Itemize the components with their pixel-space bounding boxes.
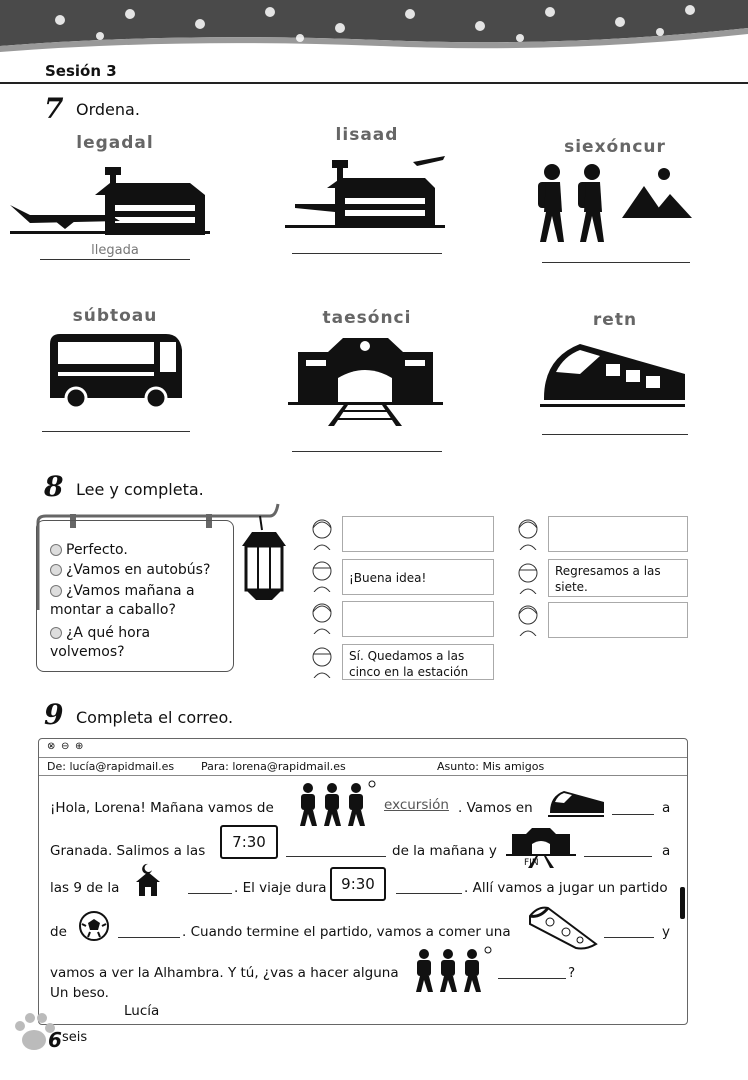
scrambled-word-5: taesónci bbox=[322, 308, 412, 328]
minimize-icon[interactable]: ⊖ bbox=[61, 741, 70, 752]
bullet-icon bbox=[50, 544, 62, 556]
clock-icon: 7:30 bbox=[220, 825, 278, 859]
soccer-ball-icon bbox=[78, 910, 110, 942]
email-signature: Lucía bbox=[124, 1003, 160, 1019]
answer-line-3[interactable] bbox=[542, 262, 690, 263]
airport-departure-icon bbox=[285, 152, 445, 230]
bus-icon bbox=[46, 330, 186, 410]
option-2: ¿Vamos en autobús? bbox=[50, 561, 230, 580]
answer-text-1: llegada bbox=[91, 243, 139, 258]
dialogue-bubble-6: Regresamos a las siete. bbox=[548, 559, 688, 597]
close-icon[interactable]: ⊗ bbox=[47, 741, 56, 752]
option-3: ¿Vamos mañana a montar a caballo? bbox=[50, 583, 195, 618]
girl-face-icon bbox=[308, 516, 336, 550]
dialogue-bubble-7[interactable] bbox=[548, 602, 688, 638]
session-title: Sesión 3 bbox=[45, 62, 117, 80]
bullet-icon bbox=[50, 564, 62, 576]
scrambled-word-4: súbtoau bbox=[72, 306, 158, 326]
answer-line-5[interactable] bbox=[292, 451, 442, 452]
email-line1-b: . Vamos en bbox=[458, 800, 533, 816]
girl-face-icon bbox=[514, 516, 542, 550]
answer-line-2[interactable] bbox=[292, 253, 442, 254]
train-icon bbox=[540, 338, 685, 413]
exercise-7-number: 7 bbox=[44, 92, 64, 125]
fin-label: FIN bbox=[524, 858, 539, 868]
email-from: De: lucía@rapidmail.es bbox=[47, 760, 175, 773]
email-blank-5[interactable] bbox=[396, 893, 462, 894]
email-line2-c: a bbox=[662, 843, 671, 859]
email-blank-4[interactable] bbox=[188, 893, 232, 894]
paw-banner bbox=[0, 0, 748, 70]
hikers-icon bbox=[298, 780, 378, 828]
dialogue-bubble-2: ¡Buena idea! bbox=[342, 559, 494, 595]
email-line3-b: . El viaje dura bbox=[234, 880, 327, 896]
option-1: Perfecto. bbox=[50, 541, 128, 560]
girl-face-icon bbox=[514, 602, 542, 636]
dialogue-bubble-1[interactable] bbox=[342, 516, 494, 552]
email-line2-a: Granada. Salimos a las bbox=[50, 843, 206, 859]
train-station-icon bbox=[506, 826, 576, 870]
dialogue-bubble-4: Sí. Quedamos a las cinco en la estación bbox=[342, 644, 494, 680]
scrollbar-thumb[interactable] bbox=[680, 887, 685, 919]
dialogue-bubble-3[interactable] bbox=[342, 601, 494, 637]
bullet-icon bbox=[50, 627, 62, 639]
email-blank-3[interactable] bbox=[584, 856, 652, 857]
email-line5-b: ? bbox=[568, 965, 576, 981]
answer-line-4[interactable] bbox=[42, 431, 190, 432]
email-blank-8[interactable] bbox=[498, 978, 566, 979]
email-line1-c: a bbox=[662, 800, 671, 816]
option-4: ¿A qué hora volvemos? bbox=[50, 625, 151, 660]
email-line4-b: . Cuando termine el partido, vamos a comer una bbox=[182, 924, 511, 940]
email-line4-c: y bbox=[662, 924, 670, 940]
answer-line-1[interactable] bbox=[40, 259, 190, 260]
email-fill-example: excursión bbox=[384, 797, 449, 813]
email-blank-6[interactable] bbox=[118, 937, 180, 938]
house-night-icon bbox=[130, 862, 166, 898]
answer-line-6[interactable] bbox=[542, 434, 688, 435]
hikers-icon bbox=[414, 946, 494, 994]
email-header bbox=[39, 758, 687, 776]
scrambled-word-2: lisaad bbox=[335, 125, 399, 145]
email-to: Para: lorena@rapidmail.es bbox=[201, 760, 346, 773]
exercise-9-number: 9 bbox=[44, 698, 64, 731]
scrambled-word-1: legadal bbox=[76, 133, 154, 153]
email-blank-1[interactable] bbox=[612, 814, 654, 815]
exercise-8-number: 8 bbox=[44, 470, 64, 503]
email-subject: Asunto: Mis amigos bbox=[437, 760, 545, 773]
session-divider bbox=[0, 82, 748, 84]
dialogue-bubble-5[interactable] bbox=[548, 516, 688, 552]
email-line1-a: ¡Hola, Lorena! Mañana vamos de bbox=[50, 800, 274, 816]
email-closing: Un beso. bbox=[50, 985, 109, 1001]
email-blank-7[interactable] bbox=[604, 937, 654, 938]
scrambled-word-6: retn bbox=[592, 310, 638, 330]
boy-face-icon bbox=[308, 558, 336, 592]
exercise-9-title: Completa el correo. bbox=[76, 708, 234, 727]
email-line2-b: de la mañana y bbox=[392, 843, 497, 859]
email-line3-a: las 9 de la bbox=[50, 880, 120, 896]
exercise-7-title: Ordena. bbox=[76, 100, 140, 119]
maximize-icon[interactable]: ⊕ bbox=[75, 741, 84, 752]
email-line5-a: vamos a ver la Alhambra. Y tú, ¿vas a hacer alguna bbox=[50, 965, 399, 981]
scrambled-word-3: siexóncur bbox=[564, 137, 666, 157]
airport-arrival-icon bbox=[10, 165, 210, 237]
girl-face-icon bbox=[308, 600, 336, 634]
pizza-icon bbox=[526, 904, 598, 952]
page-number: 6 bbox=[48, 1028, 62, 1052]
boy-face-icon bbox=[514, 560, 542, 594]
boy-face-icon bbox=[308, 644, 336, 678]
train-station-icon bbox=[288, 332, 443, 427]
bullet-icon bbox=[50, 585, 62, 597]
email-titlebar bbox=[39, 739, 687, 758]
email-line4-a: de bbox=[50, 924, 67, 940]
clock-icon: 9:30 bbox=[330, 867, 386, 901]
train-icon bbox=[548, 788, 604, 818]
exercise-8-title: Lee y completa. bbox=[76, 480, 204, 499]
page-word: seis bbox=[62, 1030, 88, 1045]
email-blank-2[interactable] bbox=[286, 856, 386, 857]
hikers-icon bbox=[532, 160, 697, 245]
email-line3-c: . Allí vamos a jugar un partido bbox=[464, 880, 668, 896]
